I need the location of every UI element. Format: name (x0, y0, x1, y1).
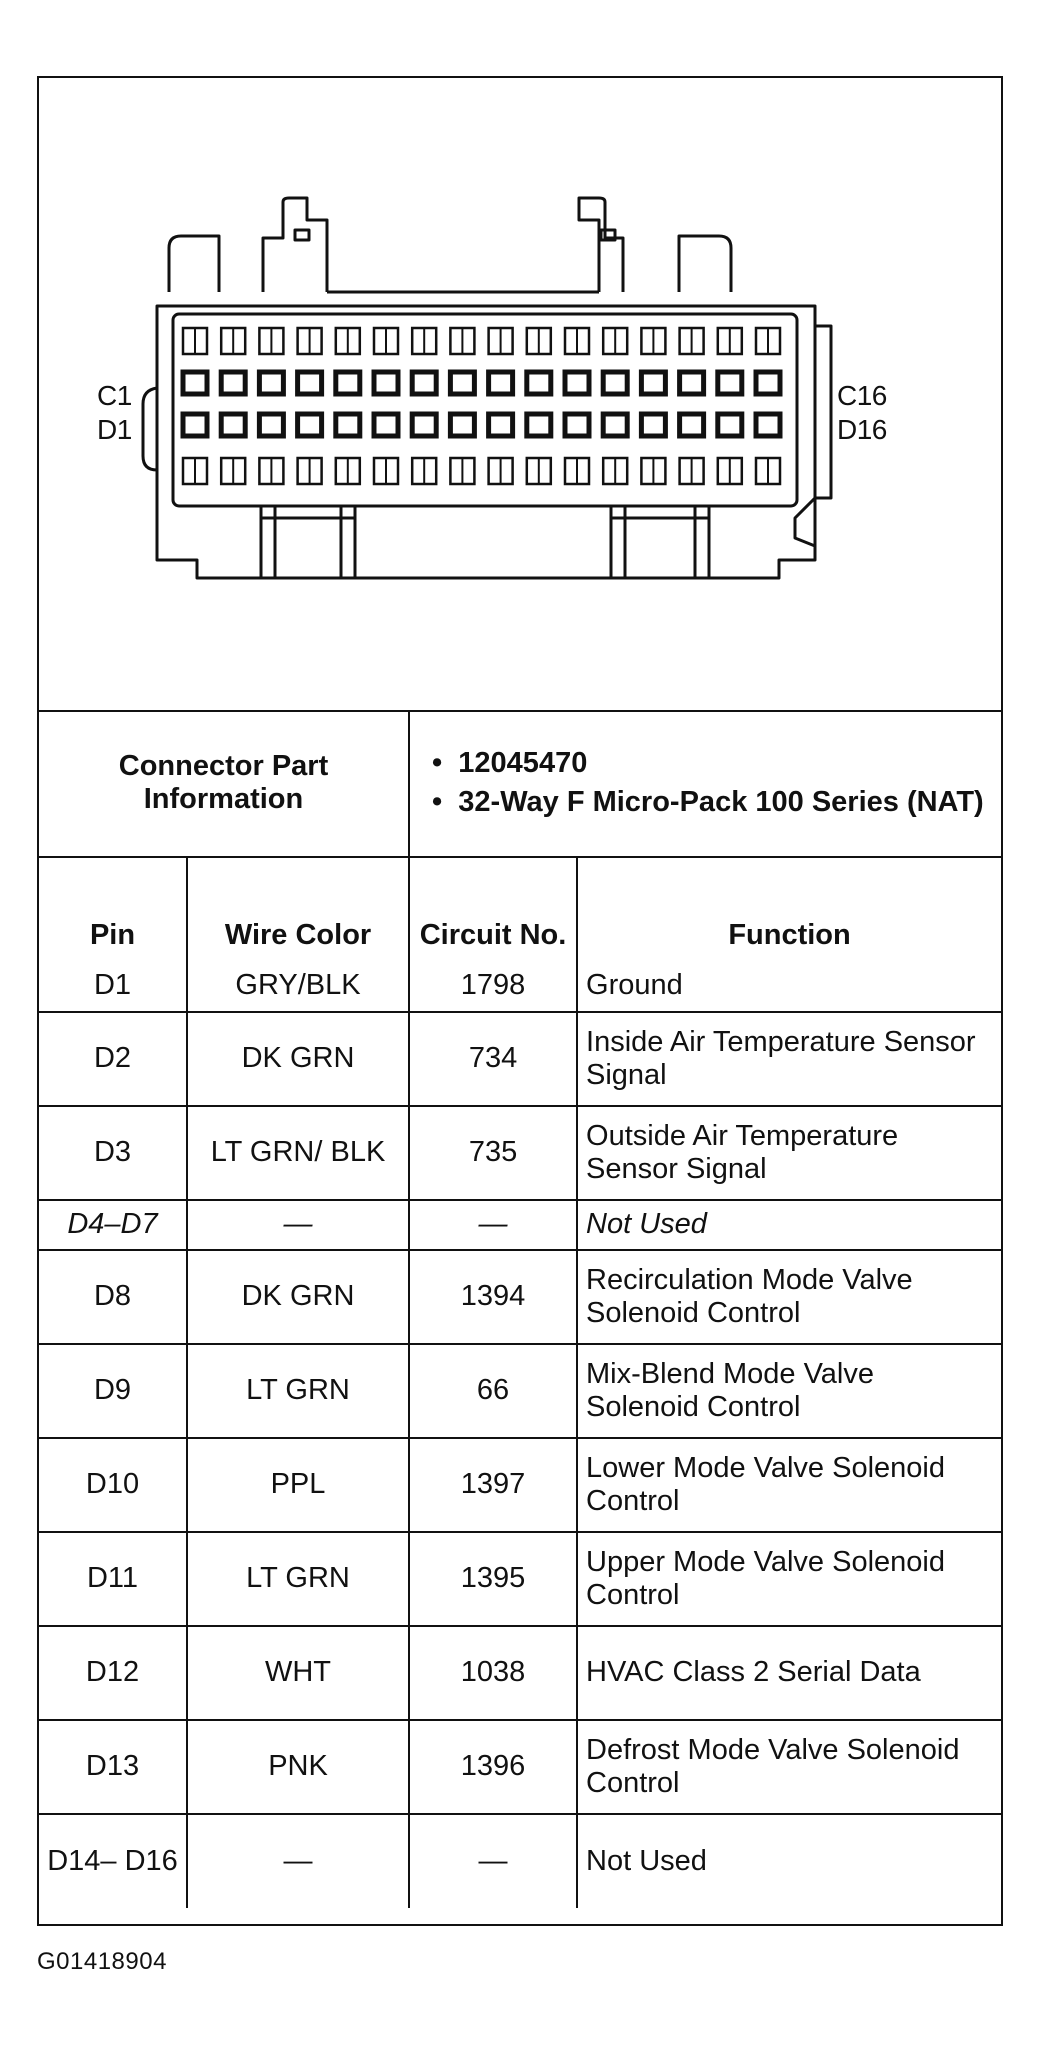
table-row (39, 1344, 1001, 1438)
part-number: 12045470 (458, 746, 588, 779)
pin-cavity (221, 414, 245, 436)
pin-cavity (718, 372, 742, 394)
cell-pin: D9 (39, 1344, 187, 1438)
table-row (39, 1532, 1001, 1626)
cell-pin: D11 (39, 1532, 187, 1626)
cell-pin: D10 (39, 1438, 187, 1532)
pin-cavity-grid (183, 328, 780, 484)
cell-function: HVAC Class 2 Serial Data (577, 1626, 1001, 1720)
cell-circuit: 66 (409, 1344, 577, 1438)
table-header-row (39, 857, 1001, 960)
pin-cavity (489, 414, 513, 436)
pin-cavity (565, 372, 589, 394)
table-row (39, 960, 1001, 1012)
header-circuit: Circuit No. (409, 857, 577, 960)
connector-diagram (39, 78, 1001, 712)
part-info-value: • 32-Way F Micro-Pack 100 Series (NAT) (432, 786, 984, 818)
pin-cavity (756, 414, 780, 436)
connector-type: 32-Way F Micro-Pack 100 Series (NAT) (458, 786, 984, 818)
pin-cavity (298, 414, 322, 436)
cell-function: Recirculation Mode Valve Solenoid Control (577, 1250, 1001, 1344)
cell-wire-color: PPL (187, 1438, 409, 1532)
header-function: Function (577, 857, 1001, 960)
table-row (39, 1106, 1001, 1200)
cell-function: Upper Mode Valve Solenoid Control (577, 1532, 1001, 1626)
cell-pin: D2 (39, 1012, 187, 1106)
pinout-table (39, 710, 1001, 1908)
pin-cavity (450, 414, 474, 436)
cell-function: Mix-Blend Mode Valve Solenoid Control (577, 1344, 1001, 1438)
connector-sheet (37, 76, 1003, 1926)
table-row (39, 1250, 1001, 1344)
pin-cavity (336, 372, 360, 394)
pin-rows (39, 960, 1001, 1908)
pin-cavity (221, 372, 245, 394)
cell-circuit: 1396 (409, 1720, 577, 1814)
pin-cavity (412, 372, 436, 394)
pin-cavity (641, 372, 665, 394)
cell-wire-color: DK GRN (187, 1250, 409, 1344)
pin-cavity (603, 414, 627, 436)
cell-function: Ground (577, 960, 1001, 1012)
cell-circuit: 1798 (409, 960, 577, 1012)
cell-wire-color: — (187, 1814, 409, 1908)
part-info-value: • 12045470 (432, 746, 588, 779)
pin-cavity (298, 372, 322, 394)
table-row (39, 1012, 1001, 1106)
cell-wire-color: WHT (187, 1626, 409, 1720)
cell-pin: D4–D7 (39, 1200, 187, 1250)
cell-wire-color: DK GRN (187, 1012, 409, 1106)
cell-wire-color: LT GRN/ BLK (187, 1106, 409, 1200)
header-pin: Pin (39, 857, 187, 960)
cell-pin: D14– D16 (39, 1814, 187, 1908)
cell-circuit: — (409, 1200, 577, 1250)
cell-wire-color: GRY/BLK (187, 960, 409, 1012)
cell-pin: D1 (39, 960, 187, 1012)
table-row (39, 1814, 1001, 1908)
cell-function: Outside Air Temperature Sensor Signal (577, 1106, 1001, 1200)
pin-cavity (641, 414, 665, 436)
pin-label-d16: D16 (837, 414, 887, 445)
pin-cavity (450, 372, 474, 394)
pin-label-c16: C16 (837, 380, 887, 411)
pin-cavity (603, 372, 627, 394)
cell-pin: D8 (39, 1250, 187, 1344)
pin-cavity (680, 372, 704, 394)
figure-id: G01418904 (37, 1948, 167, 1975)
pin-label-d1: D1 (97, 414, 132, 445)
pin-cavity (374, 372, 398, 394)
pin-label-c1: C1 (97, 380, 132, 411)
part-info-values (409, 710, 1001, 857)
cell-circuit: 1395 (409, 1532, 577, 1626)
pin-cavity (718, 414, 742, 436)
pin-cavity (336, 414, 360, 436)
cell-function: Lower Mode Valve Solenoid Control (577, 1438, 1001, 1532)
pin-cavity (259, 414, 283, 436)
cell-circuit: — (409, 1814, 577, 1908)
cell-circuit: 735 (409, 1106, 577, 1200)
cell-function: Inside Air Temperature Sensor Signal (577, 1012, 1001, 1106)
cell-pin: D3 (39, 1106, 187, 1200)
cell-wire-color: PNK (187, 1720, 409, 1814)
pin-cavity (412, 414, 436, 436)
pin-cavity (489, 372, 513, 394)
cell-circuit: 1394 (409, 1250, 577, 1344)
table-row (39, 1200, 1001, 1250)
header-wire-color: Wire Color (187, 857, 409, 960)
table-row (39, 1438, 1001, 1532)
cell-pin: D13 (39, 1720, 187, 1814)
pin-cavity (183, 372, 207, 394)
cell-wire-color: LT GRN (187, 1532, 409, 1626)
cell-wire-color: — (187, 1200, 409, 1250)
pin-cavity (565, 414, 589, 436)
cell-function: Defrost Mode Valve Solenoid Control (577, 1720, 1001, 1814)
part-info-label: Connector Part Information (39, 710, 409, 857)
cell-circuit: 1038 (409, 1626, 577, 1720)
cell-function: Not Used (577, 1814, 1001, 1908)
pin-cavity (680, 414, 704, 436)
cell-wire-color: LT GRN (187, 1344, 409, 1438)
cell-circuit: 1397 (409, 1438, 577, 1532)
pin-cavity (527, 372, 551, 394)
pin-cavity (527, 414, 551, 436)
cell-function: Not Used (577, 1200, 1001, 1250)
pin-cavity (756, 372, 780, 394)
part-info-row (39, 710, 1001, 857)
pin-cavity (374, 414, 398, 436)
pin-cavity (183, 414, 207, 436)
pin-cavity (259, 372, 283, 394)
cell-circuit: 734 (409, 1012, 577, 1106)
table-row (39, 1720, 1001, 1814)
table-row (39, 1626, 1001, 1720)
cell-pin: D12 (39, 1626, 187, 1720)
